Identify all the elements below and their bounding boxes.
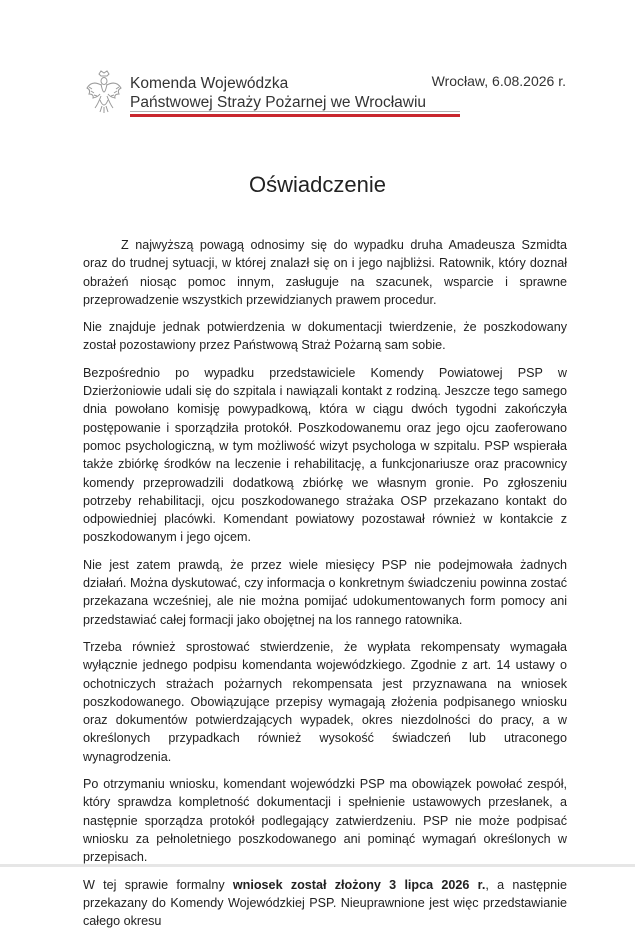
paragraph-3: Bezpośrednio po wypadku przedstawiciele Komendy Powiatowej PSP w Dzierżoniowie udali się do szpitala i nawiązali kontakt z rodziną. Jeszcze tego samego dnia powołano komisję powypadkową, która w ciągu dwóch tygodni zakończyła postępowanie i sporządziła protokół. Poszkodowanemu oraz jego ojcu zaoferowano pomoc psychologiczną, w tym możliwość wizyt psychologa w szpitalu. PSP wspierała także zbiórkę środków na leczenie i rehabilitację, a funkcjonariusze oraz pracownicy komendy przeprowadzili dodatkową zbiórkę we własnym gronie. Po zgłoszeniu potrzeby rehabilitacji, ojcu poszkodowanego strażaka OSP przekazano kontakt do odpowiedniej placówki. Komendant powiatowy pozostawał również w kontakcie z poszkodowanym i jego ojcem. — [83, 365, 567, 545]
paragraph-2: Nie znajduje jednak potwierdzenia w dokumentacji twierdzenie, że poszkodowany został pozostawiony przez Państwową Straż Pożarną sam sobie. — [83, 320, 567, 353]
document-body — [83, 236, 567, 939]
letterhead-divider-red — [130, 114, 460, 117]
document-date: Wrocław, 6.08.2026 r. — [431, 73, 566, 89]
polish-eagle-emblem-icon — [86, 70, 122, 114]
paragraph-5: Trzeba również sprostować stwierdzenie, że wypłata rekompensaty wymagała wyłącznie jednego podpisu komendanta wojewódzkiego. Zgodnie z art. 14 ustawy o ochotniczych strażach pożarnych rekompensata jest przyznawana na wniosek poszkodowanego. Obowiązujące przepisy wymagają złożenia podpisanego wniosku oraz dokumentów potwierdzających wypadek, okres niezdolności do pracy, a w określonych przypadkach również wysokość świadczeń lub utraconego wynagrodzenia. — [83, 639, 567, 764]
organization-name — [130, 74, 426, 112]
paragraph-7-end: , a następnie przekazany do Komendy Wojewódzkiej PSP. Nieuprawnione jest więc przedstawianie całego okresu — [83, 877, 567, 929]
organization-name-line2: Państwowej Straży Pożarnej we Wrocławiu — [130, 94, 427, 111]
paragraph-7-start: W tej sprawie formalny — [83, 877, 233, 892]
paragraph-1: Z najwyższą powagą odnosimy się do wypadku druha Amadeusza Szmidta oraz do trudnej sytuacji, w której znalazł się on i jego najbliżsi. Ratownik, który doznał obrażeń niosąc pomoc innym, zasługuje na szacunek, wsparcie i sprawne przeprowadzenie wszystkich przewidzianych prawem procedur. — [83, 238, 567, 307]
organization-name-line1: Komenda Wojewódzka — [130, 75, 289, 92]
paragraph-6: Po otrzymaniu wniosku, komendant wojewódzki PSP ma obowiązek powołać zespół, który sprawdza kompletność dokumentacji i spełnienie ustawowych przesłanek, a następnie sporządza protokół podlegający zatwierdzeniu. PSP nie może podpisać wniosku za pełnoletniego poszkodowanego ani pominąć wymagań określonych w przepisach. — [83, 777, 567, 865]
paragraph-7-bold: wniosek został złożony 3 lipca 2026 r. — [232, 877, 486, 892]
paragraph-4: Nie jest zatem prawdą, że przez wiele miesięcy PSP nie podejmowała żadnych działań. Można dyskutować, czy informacja o konkretnym świadczeniu powinna zostać przekazana wcześniej, ale nie można pomijać udokumentowanych form pomocy ani przedstawiać całej formacji jako obojętnej na los rannego ratownika. — [83, 557, 567, 627]
letterhead-divider-grey — [130, 111, 460, 112]
paragraph-7 — [83, 876, 567, 931]
document-title: Oświadczenie — [249, 172, 386, 197]
